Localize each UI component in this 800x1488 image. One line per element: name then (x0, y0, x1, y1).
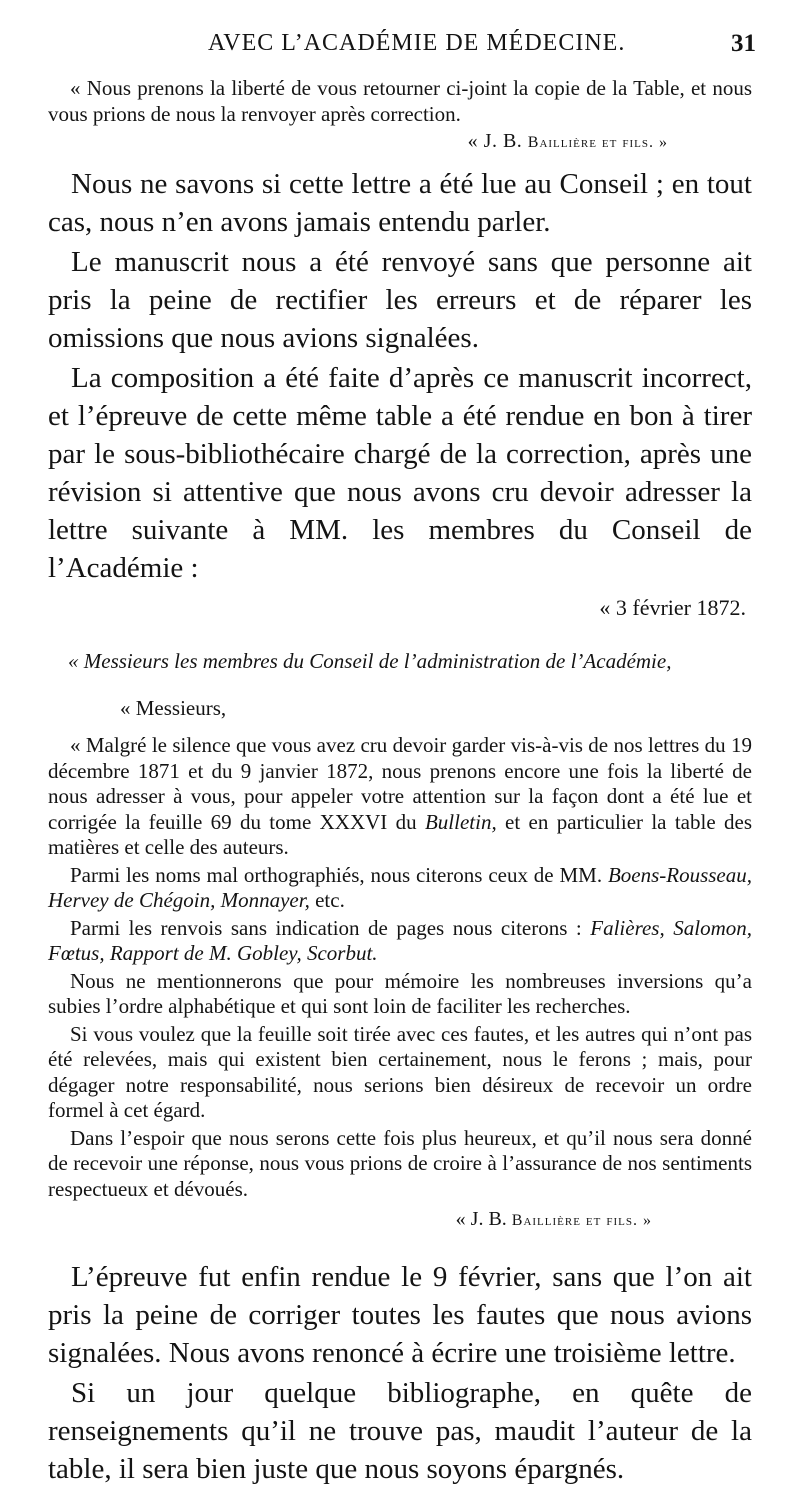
signature-initials: « J. B. (467, 130, 528, 152)
letter-text: etc. (309, 888, 345, 912)
letter-paragraph: Nous ne mentionnerons que pour mémoire les nombreuses inversions qu’a subies l’ordre alphabétique et qui sont loin de faciliter les recherches. (48, 968, 752, 1018)
letter-body (48, 733, 752, 1202)
running-title: AVEC L’ACADÉMIE DE MÉDECINE. (208, 30, 626, 56)
signature-initials: « J. B. (455, 1208, 512, 1230)
signature-name: Baillière et fils. » (527, 134, 668, 151)
letter-signature (48, 1204, 752, 1236)
letter-date: « 3 février 1872. (599, 595, 746, 620)
letter-address: « Messieurs les membres du Conseil de l’administration de l’Académie, (68, 649, 672, 673)
paragraph: Le manuscrit nous a été renvoyé sans que personne ait pris la peine de rectifier les erreurs et de réparer les omissions que nous avions signalées. (48, 246, 752, 354)
letter-text: et en particulier la table des matières et celle des auteurs. (48, 809, 752, 859)
letter-text: Parmi les renvois sans indication de pages nous citerons : (70, 915, 591, 940)
closing-section (48, 1258, 752, 1488)
letter-text: « Malgré le silence que vous avez cru devoir garder vis-à-vis de nos lettres du 19 décembre 1871 et du 9 janvier 1872, nous prenons encore une fois la liberté de nous adresser à vous, pour appeler votre attention sur la façon dont a été lue et corrigée la feuille 69 du tome XXXVI du (48, 733, 752, 834)
paragraph: La composition a été faite d’après ce manuscrit incorrect, et l’épreuve de cette même table a été rendue en bon à tirer par le sous-bibliothécaire chargé de la correction, après une révision si attentive que nous avons cru devoir adresser la lettre suivante à MM. les membres du Conseil de l’Académie : (48, 362, 752, 584)
paragraph: Nous ne savons si cette lettre a été lue au Conseil ; en tout cas, nous n’en avons jamais entendu parler. (48, 168, 752, 238)
letter-paragraph: Si vous voulez que la feuille soit tirée avec ces fautes, et les autres qui n’ont pas été relevées, mais qui existent bien certainement, nous le ferons ; mais, pour dégager notre responsabilité, nous serions bien désireux de recevoir un ordre formel à cet égard. (48, 1021, 752, 1122)
running-head (48, 30, 756, 66)
letter-paragraph: Dans l’espoir que nous serons cette fois plus heureux, et qu’il nous sera donné de recevoir une réponse, nous vous prions de croire à l’assurance de nos sentiments respectueux et dévoués. (48, 1125, 752, 1201)
letter-text: Parmi les noms mal orthographiés, nous citerons ceux de MM. (70, 862, 608, 887)
letter-paragraph (48, 916, 752, 967)
letter-paragraph (48, 863, 752, 914)
page-body (48, 76, 752, 1488)
letter-italic: Bulletin, (424, 809, 497, 834)
letter-paragraph (48, 733, 752, 861)
letter-italic: Boens-Rousseau, Hervey de Chégoin, Monnayer, (48, 862, 752, 912)
letter-salutation: « Messieurs, (120, 696, 227, 720)
quoted-letter-signature (48, 127, 752, 157)
letter-italic: Falières, Salomon, Fœtus, Rapport de M. Gobley, Scorbut. (48, 915, 752, 965)
page-number: 31 (731, 30, 756, 57)
quoted-letter-text: « Nous prenons la liberté de vous retourner ci-joint la copie de la Table, et nous vous prions de nous la renvoyer après correction. (48, 76, 752, 126)
paragraph: Si un jour quelque bibliographe, en quête de renseignements qu’il ne trouve pas, maudit l’auteur de la table, il sera bien juste que nous soyons épargnés. (48, 1377, 752, 1485)
signature-name: Baillière et fils. » (511, 1212, 652, 1229)
paragraph: L’épreuve fut enfin rendue le 9 février, sans que l’on ait pris la peine de corriger toutes les fautes que nous avions signalées. Nous avons renoncé à écrire une troisième lettre. (48, 1261, 752, 1369)
